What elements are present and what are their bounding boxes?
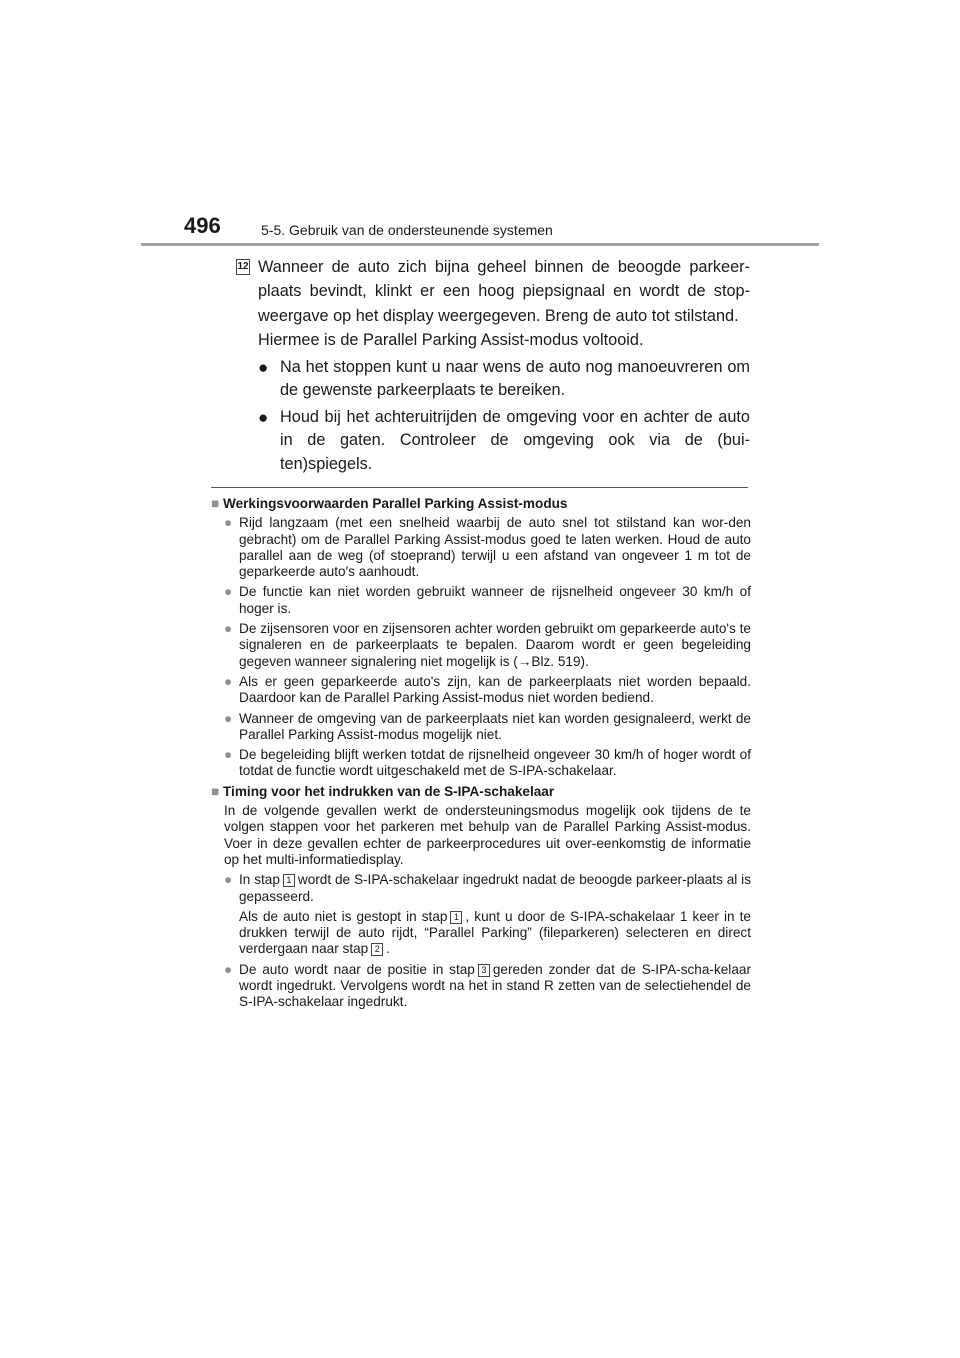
header-divider [141, 243, 819, 246]
section-divider [211, 487, 748, 488]
step-reference-badge: 1 [283, 874, 295, 887]
step-reference-badge: 2 [371, 943, 383, 956]
timing-text: , kunt u door de S-IPA-schakelaar 1 keer in te drukken terwijl de auto rijdt, “Parallel Parking” (fileparkeren) selecteren en direct verdergaan naar stap [239, 908, 751, 957]
timing-item [211, 872, 751, 957]
timing-text: . [386, 941, 391, 957]
timing-text: Als de auto niet is gestopt in stap [239, 908, 448, 924]
timing-heading-text: Timing voor het indrukken van de S-IPA-schakelaar [223, 783, 555, 799]
condition-item [211, 747, 751, 780]
timing-item [211, 962, 751, 1011]
step-bullet-list [258, 356, 750, 477]
conditions-heading-text: Werkingsvoorwaarden Parallel Parking Assist-modus [223, 496, 568, 511]
condition-item [211, 711, 751, 744]
bullet-icon: ● [224, 961, 233, 977]
step-number-badge: 12 [236, 259, 250, 275]
square-bullet-icon: ■ [211, 496, 220, 511]
timing-heading [211, 784, 751, 800]
timing-intro: In de volgende gevallen werkt de ondersteuningsmodus mogelijk ook tijdens de te volgen stappen voor het parkeren met behulp van de Parallel Parking Assist-modus. Voer in deze gevallen echter de parkeerprocedures uit over-eenkomstig de informatie op het multi-informatiedisplay. [224, 803, 751, 867]
timing-sub-paragraph [239, 909, 751, 958]
step-bullet-item [258, 356, 750, 403]
bullet-icon: ● [224, 584, 233, 600]
notes-section [211, 496, 751, 1015]
condition-item [211, 515, 751, 580]
step-reference-badge: 1 [450, 911, 462, 924]
bullet-icon: ● [224, 621, 233, 637]
condition-item [211, 674, 751, 707]
conditions-heading [211, 496, 751, 512]
step-reference-badge: 3 [478, 964, 490, 977]
condition-text: De begeleiding blijft werken totdat de rijsnelheid ongeveer 30 km/h of hoger wordt of totdat de functie wordt uitgeschakeld met de S-IPA-schakelaar. [239, 747, 751, 779]
bullet-icon: ● [224, 710, 233, 726]
bullet-icon: ● [224, 872, 233, 888]
condition-text: Rijd langzaam (met een snelheid waarbij de auto snel tot stilstand kan wor-den gebracht) om de Parallel Parking Assist-modus goed te laten werken. Houd de auto parallel aan de weg (of stoeprand) terwijl u een afstand van ongeveer 1 m tot de geparkeerde auto's aanhoudt. [239, 515, 751, 580]
step-instruction: Wanneer de auto zich bijna geheel binnen de beoogde parkeer-plaats bevindt, klinkt er een hoog piepsignaal en wordt de stop-weergave op het display weergegeven. Breng de auto tot stilstand. [258, 258, 750, 325]
square-bullet-icon: ■ [211, 783, 220, 799]
bullet-icon: ● [224, 747, 233, 763]
timing-text: wordt de S-IPA-schakelaar ingedrukt nadat de beoogde parkeer-plaats al is gepasseerd. [239, 872, 751, 904]
bullet-icon: ● [258, 357, 269, 377]
step-12 [236, 255, 750, 476]
timing-text: gereden zonder dat de S-IPA-scha-kelaar wordt ingedrukt. Vervolgens wordt na het in stand R zetten van de selectiehendel de S-IPA-schakelaar ingedrukt. [239, 961, 751, 1010]
condition-text: De zijsensoren voor en zijsensoren achter worden gebruikt om geparkeerde auto's te signaleren en de parkeerplaats te bepalen. Daarom wordt er geen begeleiding gegeven wanneer signalering niet mogelijk is (→Blz. 519). [239, 621, 751, 669]
timing-text: De auto wordt naar de positie in stap [239, 961, 475, 977]
step-bullet-item [258, 406, 750, 477]
page-number: 496 [184, 213, 221, 238]
condition-text: De functie kan niet worden gebruikt wanneer de rijsnelheid ongeveer 30 km/h of hoger is. [239, 584, 751, 616]
step-completion-note: Hiermee is de Parallel Parking Assist-modus voltooid. [258, 331, 644, 350]
bullet-icon: ● [258, 407, 269, 427]
step-bullet-text: Na het stoppen kunt u naar wens de auto nog manoeuvreren om de gewenste parkeerplaats te bereiken. [280, 357, 750, 400]
condition-text: Wanneer de omgeving van de parkeerplaats niet kan worden gesignaleerd, werkt de Parallel Parking Assist-modus mogelijk niet. [239, 710, 751, 742]
timing-text: In stap [239, 872, 280, 888]
condition-text: Als er geen geparkeerde auto's zijn, kan de parkeerplaats niet worden bepaald. Daardoor kan de Parallel Parking Assist-modus niet worden bediend. [239, 673, 751, 706]
section-title: 5-5. Gebruik van de ondersteunende systemen [261, 222, 553, 238]
bullet-icon: ● [224, 515, 233, 531]
condition-item [211, 621, 751, 670]
bullet-icon: ● [224, 673, 233, 689]
condition-item [211, 584, 751, 617]
step-bullet-text: Houd bij het achteruitrijden de omgeving voor en achter de auto in de gaten. Controleer de omgeving ook via de (bui-ten)spiegels. [280, 407, 750, 473]
